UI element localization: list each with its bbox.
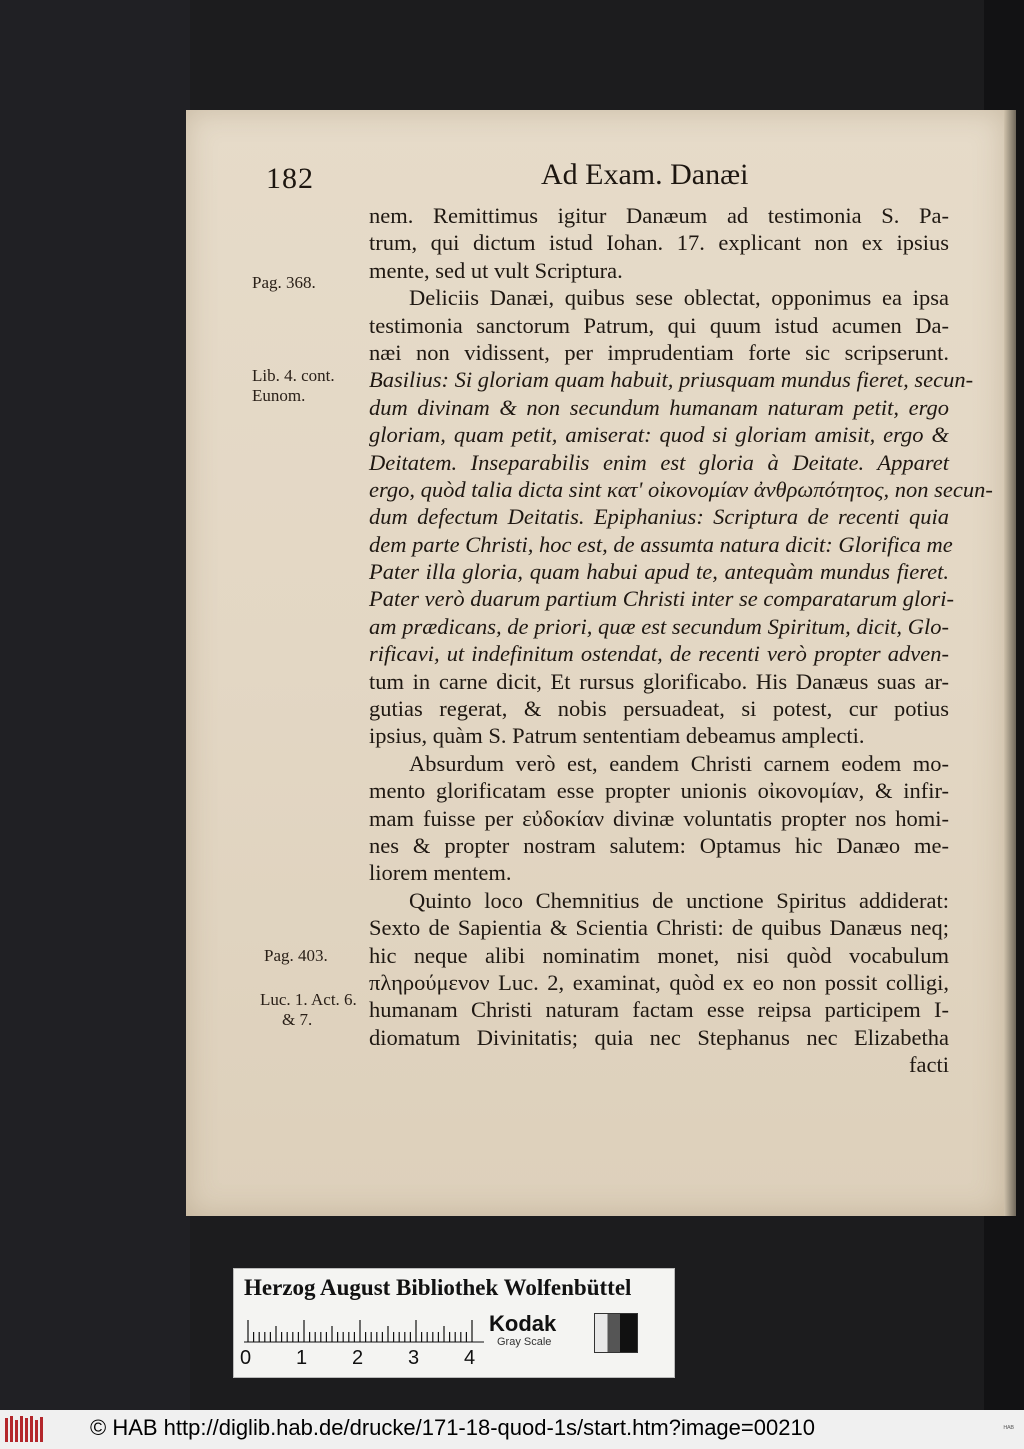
- text-line: πληρούμενον Luc. 2, examinat, quòd ex eo non possit colligi,: [369, 969, 949, 995]
- text-line: næi non vidissent, per imprudentiam forte sic scripserunt.: [369, 339, 949, 365]
- text-line: Basilius: Si gloriam quam habuit, priusquam mundus fieret, secun-: [369, 367, 974, 393]
- text-line: ipsius, quàm S. Patrum sententiam debeamus amplecti.: [369, 723, 865, 749]
- text-line: mam fuisse per εὐδοκίαν divinæ voluntatis propter nos homi-: [369, 805, 949, 831]
- ruler-number: 2: [352, 1347, 364, 1369]
- copyright-url: © HAB http://diglib.hab.de/drucke/171-18-quod-1s/start.htm?image=00210: [90, 1415, 815, 1440]
- catchword: facti: [909, 1052, 949, 1078]
- running-head: Ad Exam. Danæi: [541, 158, 749, 191]
- text-line: dum divinam & non secundum humanam naturam petit, ergo: [369, 394, 949, 420]
- body-text: [369, 202, 993, 1079]
- text-line: gutias regerat, & nobis persuadeat, si potest, cur potius: [369, 696, 949, 722]
- text-line: dum defectum Deitatis. Epiphanius: Scriptura de recenti quia: [369, 504, 949, 530]
- margin-note: & 7.: [282, 1010, 313, 1029]
- text-line: Deliciis Danæi, quibus sese oblectat, opponimus ea ipsa: [409, 285, 949, 311]
- text-line: tum in carne dicit, Et rursus glorificabo. His Danæus suas ar-: [369, 668, 949, 694]
- scan-background-left: [0, 0, 190, 1449]
- footer-bar: [0, 1410, 1024, 1449]
- book-page: [186, 110, 1004, 1216]
- page-edge: [1004, 110, 1016, 1216]
- ruler-number: 4: [464, 1347, 476, 1369]
- text-line: Deitatem. Inseparabilis enim est gloria à Deitate. Apparet: [369, 449, 949, 475]
- text-line: rificavi, ut indefinitum ostendat, de recenti verò propter adven-: [369, 641, 949, 667]
- text-line: Sexto de Sapientia & Scientia Christi: de quibus Danæus neq;: [369, 915, 949, 941]
- text-line: mente, sed ut vult Scriptura.: [369, 257, 623, 283]
- color-calibration-label: [233, 1268, 675, 1378]
- text-line: nem. Remittimus igitur Danæum ad testimonia S. Pa-: [369, 203, 949, 228]
- text-line: mento glorificatam esse propter unionis οἰκονομίαν, & infir-: [369, 778, 949, 804]
- text-line: am prædicans, de priori, quæ est secundum Spiritum, dicit, Glo-: [369, 613, 949, 639]
- text-line: Pater illa gloria, quam habui apud te, antequàm mundus fieret.: [369, 559, 949, 585]
- text-line: nes & propter nostram salutem: Optamus hic Danæo me-: [369, 832, 949, 858]
- text-line: hic neque alibi nominatim monet, nisi quòd vocabulum: [369, 942, 949, 968]
- text-line: diomatum Divinitatis; quia nec Stephanus nec Elizabetha: [369, 1024, 949, 1050]
- text-line: Absurdum verò est, eandem Christi carnem eodem mo-: [409, 750, 949, 776]
- library-name: Herzog August Bibliothek Wolfenbüttel: [244, 1275, 632, 1300]
- text-line: trum, qui dictum istud Iohan. 17. explicant non ex ipsius: [369, 230, 949, 256]
- ruler-number: 0: [240, 1347, 252, 1369]
- margin-note: Eunom.: [252, 386, 306, 405]
- margin-note: Luc. 1. Act. 6.: [260, 990, 357, 1009]
- text-line: ergo, quòd talia dicta sint κατ' οἰκονομίαν ἀνθρωπότητος, non secun-: [369, 476, 993, 502]
- margin-note: Lib. 4. cont.: [252, 366, 335, 385]
- gray-swatch: [594, 1313, 638, 1353]
- page-number: 182: [266, 162, 314, 195]
- gray-scale-text: Gray Scale: [497, 1336, 552, 1348]
- margin-note: Pag. 403.: [264, 946, 328, 965]
- text-line: Quinto loco Chemnitius de unctione Spiritus addiderat:: [409, 887, 949, 913]
- ruler-number: 3: [408, 1347, 420, 1369]
- text-line: dem parte Christi, hoc est, de assumta natura dicit: Glorifica me: [369, 531, 953, 557]
- footer-mark: ᴴᴬᴮ: [1003, 1424, 1014, 1433]
- text-line: Pater verò duarum partium Christi inter se comparatarum glori-: [369, 586, 954, 612]
- text-line: testimonia sanctorum Patrum, qui quum istud acumen Da-: [369, 312, 949, 338]
- hab-logo-icon: [4, 1414, 46, 1444]
- text-line: liorem mentem.: [369, 860, 512, 886]
- text-line: gloriam, quam petit, amiserat: quod si gloriam amisit, ergo &: [369, 422, 949, 448]
- text-line: humanam Christi naturam factam esse reipsa participem I-: [369, 997, 949, 1023]
- kodak-logo: Kodak: [489, 1311, 557, 1336]
- ruler-icon: [244, 1319, 484, 1343]
- margin-note: Pag. 368.: [252, 273, 316, 292]
- ruler-number: 1: [296, 1347, 308, 1369]
